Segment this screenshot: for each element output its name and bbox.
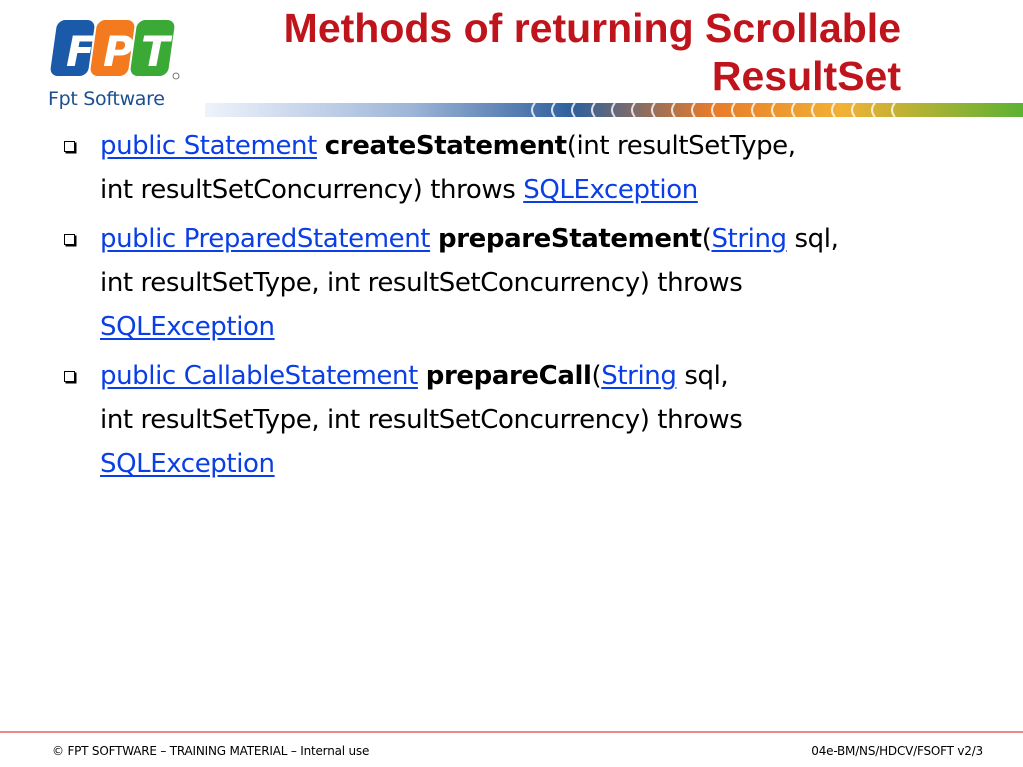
square-bullet-icon <box>64 371 75 382</box>
exception-link[interactable]: SQLException <box>523 175 698 205</box>
exception-link[interactable]: SQLException <box>100 449 275 479</box>
footer-doc-code: 04e-BM/NS/HDCV/FSOFT v2/3 <box>811 744 983 758</box>
logo-letter-f: F <box>66 27 95 76</box>
fpt-software-logo <box>48 14 180 114</box>
param-type-link[interactable]: String <box>711 224 787 254</box>
open-paren: ( <box>591 361 602 391</box>
item-line-3 <box>100 442 988 486</box>
method-name: prepareStatement <box>437 224 702 254</box>
item-line-2 <box>100 168 988 212</box>
method-list <box>58 124 988 491</box>
logo-caption: Fpt Software <box>48 88 165 110</box>
item-line-1 <box>100 124 988 168</box>
item-line-3 <box>100 305 988 349</box>
return-type-link[interactable]: public PreparedStatement <box>100 224 431 254</box>
param-type-link[interactable]: String <box>601 361 677 391</box>
list-item <box>58 217 988 349</box>
slide-title <box>181 4 901 100</box>
footer-copyright <box>52 744 369 758</box>
title-line-1: Methods of returning Scrollable <box>283 5 901 51</box>
title-line-2: ResultSet <box>711 53 901 99</box>
open-paren: ( <box>701 224 712 254</box>
method-params: (int resultSetType, <box>566 131 796 161</box>
square-bullet-icon <box>64 234 75 245</box>
logo-letter-t: T <box>141 27 170 76</box>
footer-left-text: FPT SOFTWARE – TRAINING MATERIAL – Internal use <box>67 744 370 758</box>
square-bullet-icon <box>64 141 75 152</box>
params-continued: int resultSetType, int resultSetConcurrency) throws <box>100 405 743 435</box>
method-name: createStatement <box>324 131 567 161</box>
decorative-stripe-band <box>205 100 1023 120</box>
item-line-2 <box>100 398 988 442</box>
exception-link[interactable]: SQLException <box>100 312 275 342</box>
item-line-2 <box>100 261 988 305</box>
item-line-1 <box>100 217 988 261</box>
return-type-link[interactable]: public Statement <box>100 131 317 161</box>
method-params: sql, <box>786 224 839 254</box>
list-item <box>58 124 988 212</box>
method-params: sql, <box>676 361 729 391</box>
params-continued: int resultSetConcurrency) throws <box>100 175 524 205</box>
fpt-logo-icon <box>48 16 180 80</box>
method-name: prepareCall <box>425 361 592 391</box>
params-continued: int resultSetType, int resultSetConcurrency) throws <box>100 268 743 298</box>
return-type-link[interactable]: public CallableStatement <box>100 361 418 391</box>
footer-divider <box>0 731 1023 733</box>
copyright-icon: © <box>52 744 64 758</box>
list-item <box>58 354 988 486</box>
item-line-1 <box>100 354 988 398</box>
logo-letter-p: P <box>103 27 134 76</box>
